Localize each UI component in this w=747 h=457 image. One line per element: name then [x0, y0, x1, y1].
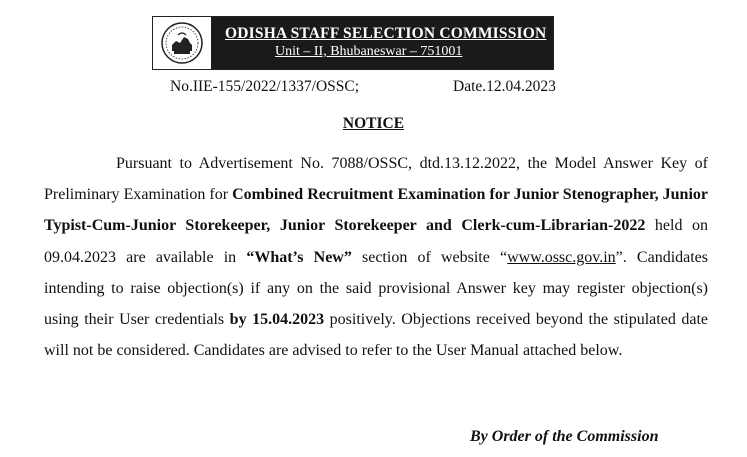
notice-text-1: Pursuant to Advertisement No. 7088/OSSC, dtd.13.12.2022, the Model Answer Key of Preliminary Examination for: [44, 155, 708, 204]
odisha-emblem-icon: [153, 17, 211, 69]
notice-body: [44, 148, 708, 366]
signoff: By Order of the Commission: [470, 428, 659, 445]
deadline: by 15.04.2023: [229, 311, 325, 329]
website-link[interactable]: www.ossc.gov.in: [507, 248, 616, 266]
org-block: [211, 17, 553, 69]
notice-text-5: positively. Objections received beyond the stipulated date will not be considered. Candidates are advised to refer to the User Manual attached below.: [44, 311, 709, 360]
org-name: ODISHA STAFF SELECTION COMMISSION: [225, 25, 547, 42]
reference-number: No.IIE-155/2022/1337/OSSC;: [170, 78, 360, 95]
letterhead: [152, 16, 554, 70]
section-name: “What’s New”: [246, 248, 352, 266]
notice-text-3: section of website “: [351, 248, 508, 266]
reference-date: Date.12.04.2023: [453, 78, 556, 95]
org-unit: Unit – II, Bhubaneswar – 751001: [275, 44, 463, 59]
notice-text-4: ”. Candidates intending to raise objection(s) if any on the said provisional Answer key may register objection(s) using their User credentials: [44, 248, 709, 329]
notice-text-2: held on 09.04.2023 are available in: [44, 217, 708, 266]
exam-name: Combined Recruitment Examination for Junior Stenographer, Junior Typist-Cum-Junior Storekeeper, Junior Storekeeper and Clerk-cum-Librarian-2022: [44, 186, 708, 235]
notice-title: NOTICE: [342, 115, 405, 132]
